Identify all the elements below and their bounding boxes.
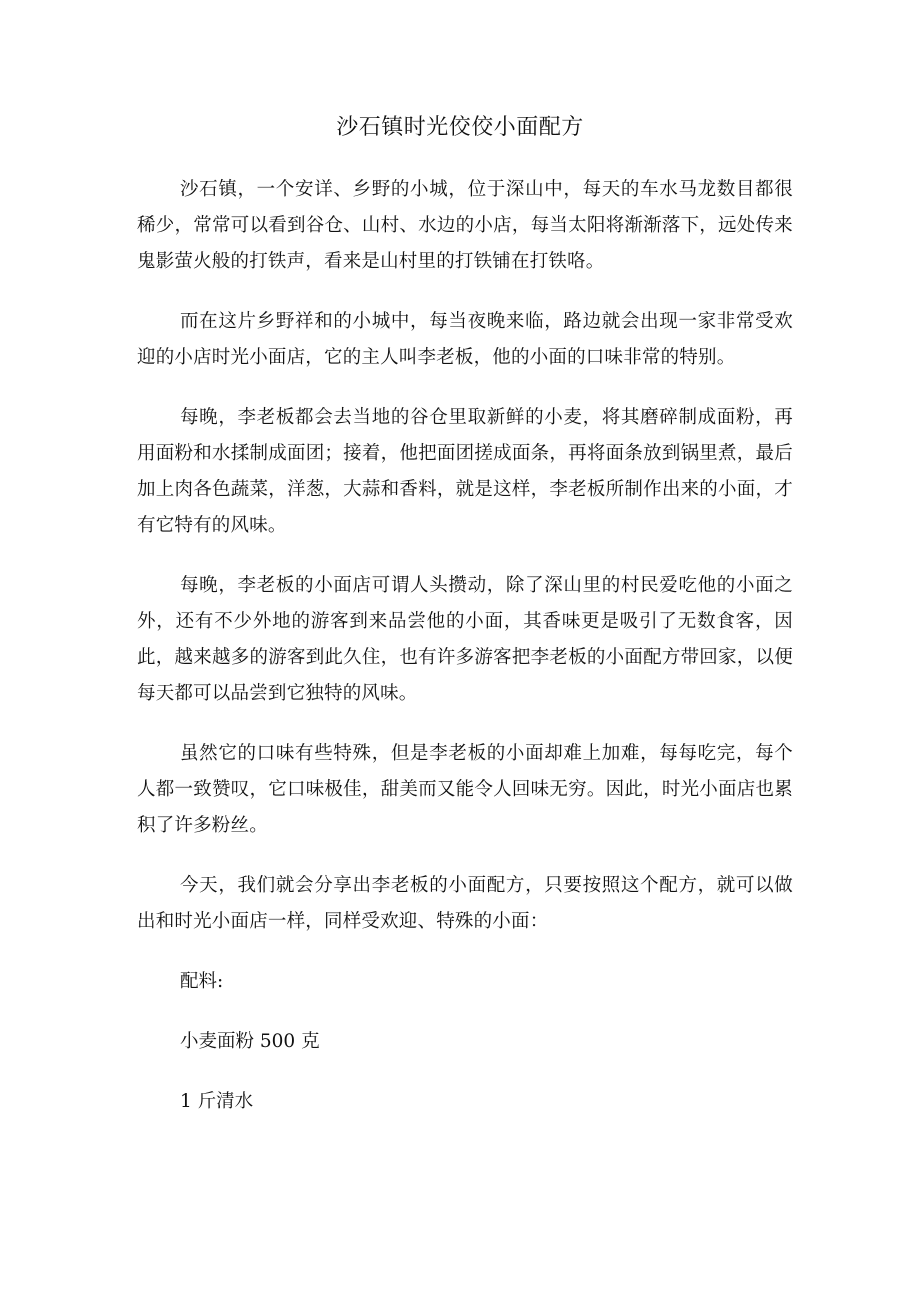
ingredient-list (137, 964, 793, 1120)
paragraph: 沙石镇，一个安详、乡野的小城，位于深山中，每天的车水马龙数目都很稀少，常常可以看到谷仓、山村、水边的小店，每当太阳将渐渐落下，远处传来鬼影萤火般的打铁声，看来是山村里的打铁铺在打铁咯。 (137, 179, 793, 272)
document-title: 沙石镇时光佼佼小面配方 (336, 115, 584, 140)
list-item: 1 斤清水 (180, 1091, 254, 1112)
document-body (137, 172, 793, 1144)
paragraph: 每晚，李老板的小面店可谓人头攒动，除了深山里的村民爱吃他的小面之外，还有不少外地的游客到来品尝他的小面，其香味更是吸引了无数食客，因此，越来越多的游客到此久住，也有许多游客把李老板的小面配方带回家，以便每天都可以品尝到它独特的风味。 (137, 575, 793, 704)
list-item: 配料: (180, 971, 224, 992)
paragraph: 虽然它的口味有些特殊，但是李老板的小面却难上加难，每每吃完，每个人都一致赞叹，它口味极佳，甜美而又能令人回味无穷。因此，时光小面店也累积了许多粉丝。 (137, 743, 793, 836)
paragraph: 而在这片乡野祥和的小城中，每当夜晚来临，路边就会出现一家非常受欢迎的小店时光小面店，它的主人叫李老板，他的小面的口味非常的特别。 (137, 311, 793, 368)
paragraph: 每晚，李老板都会去当地的谷仓里取新鲜的小麦，将其磨碎制成面粉，再用面粉和水揉制成面团；接着，他把面团搓成面条，再将面条放到锅里煮，最后加上肉各色蔬菜，洋葱，大蒜和香料，就是这样，李老板所制作出来的小面，才有它特有的风味。 (137, 407, 793, 536)
list-item: 小麦面粉 500 克 (180, 1031, 320, 1052)
paragraph: 今天，我们就会分享出李老板的小面配方，只要按照这个配方，就可以做出和时光小面店一样，同样受欢迎、特殊的小面： (137, 875, 793, 932)
